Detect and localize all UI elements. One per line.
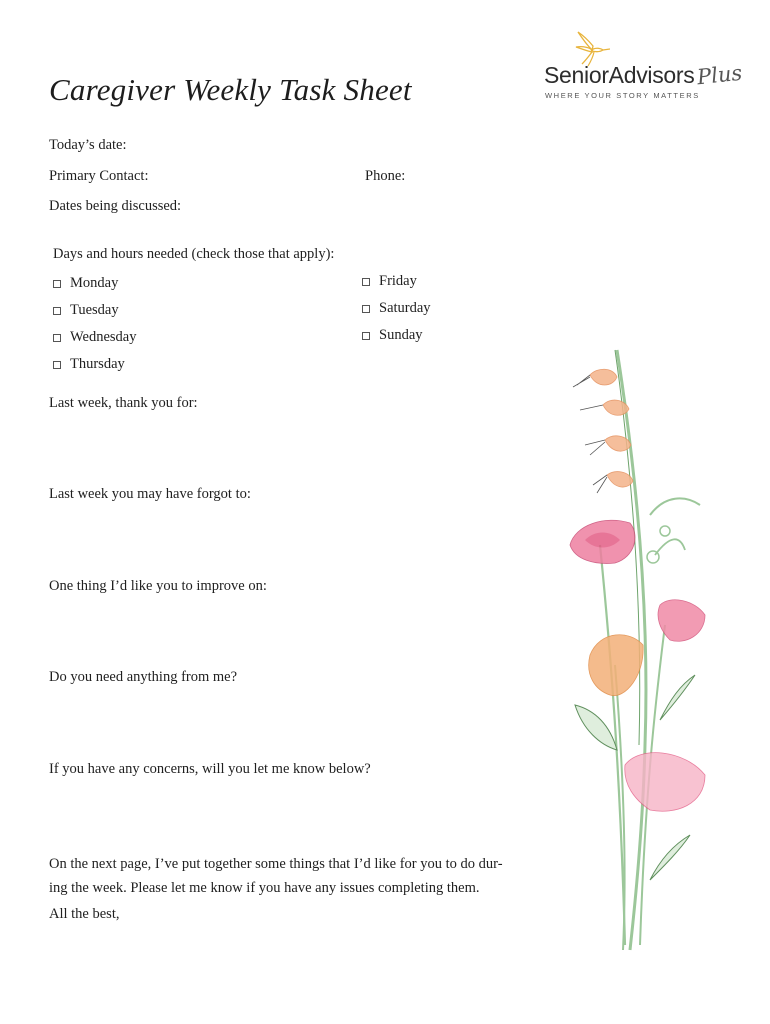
logo-plus-text: Plus [695, 60, 744, 90]
checkbox-icon[interactable] [362, 278, 370, 286]
closing-paragraph [49, 852, 529, 900]
question-concerns: If you have any concerns, will you let me know below? [49, 761, 371, 777]
day-label: Friday [379, 273, 417, 289]
checkbox-icon[interactable] [362, 332, 370, 340]
flower-illustration [555, 345, 725, 955]
checkbox-icon[interactable] [53, 361, 61, 369]
logo-brand-text: SeniorAdvisors [544, 62, 695, 88]
day-label: Wednesday [70, 329, 137, 345]
brand-logo [540, 30, 750, 105]
page-title: Caregiver Weekly Task Sheet [49, 72, 412, 107]
question-need-anything: Do you need anything from me? [49, 669, 238, 685]
closing-line-2: ing the week. Please let me know if you have any issues completing them. [49, 880, 480, 896]
day-option-thursday[interactable] [53, 356, 125, 373]
day-label: Tuesday [70, 302, 119, 318]
day-option-wednesday[interactable] [53, 329, 136, 346]
todays-date-label: Today’s date: [49, 137, 127, 153]
day-option-sunday[interactable] [362, 327, 423, 344]
checkbox-icon[interactable] [53, 334, 61, 342]
logo-tagline: WHERE YOUR STORY MATTERS [545, 91, 700, 100]
checkbox-icon[interactable] [362, 305, 370, 313]
primary-contact-label: Primary Contact: [49, 168, 149, 184]
days-prompt: Days and hours needed (check those that apply): [53, 246, 335, 262]
checkbox-icon[interactable] [53, 307, 61, 315]
day-option-monday[interactable] [53, 275, 118, 292]
day-option-tuesday[interactable] [53, 302, 119, 319]
day-label: Thursday [70, 356, 125, 372]
day-label: Sunday [379, 327, 423, 343]
day-label: Saturday [379, 300, 431, 316]
question-thank-you: Last week, thank you for: [49, 395, 198, 411]
dates-discussed-label: Dates being discussed: [49, 198, 182, 214]
phone-label: Phone: [365, 168, 406, 184]
signoff-text: All the best, [49, 906, 120, 922]
question-forgot: Last week you may have forgot to: [49, 486, 251, 502]
day-option-friday[interactable] [362, 273, 417, 290]
question-improve: One thing I’d like you to improve on: [49, 578, 267, 594]
closing-line-1: On the next page, I’ve put together some things that I’d like for you to do dur- [49, 856, 503, 872]
day-option-saturday[interactable] [362, 300, 431, 317]
checkbox-icon[interactable] [53, 280, 61, 288]
day-label: Monday [70, 275, 119, 291]
